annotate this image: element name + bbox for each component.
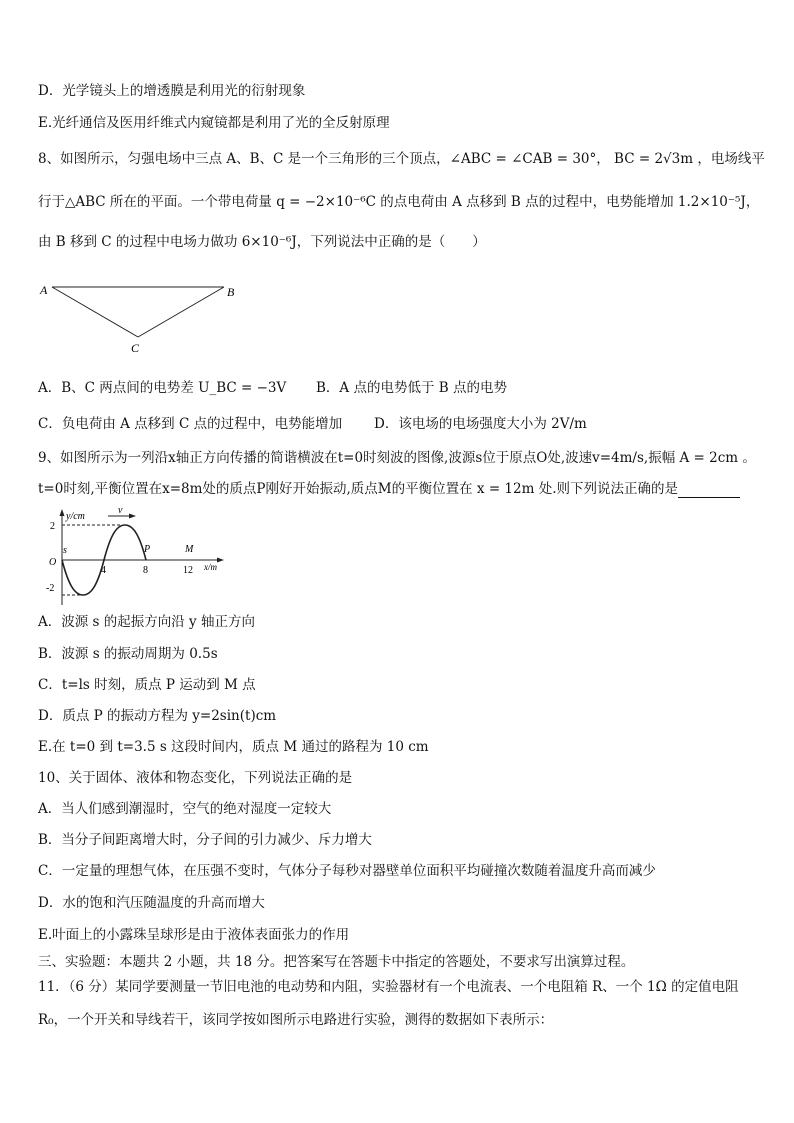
q7-option-e: E.光纤通信及医用纤维式内窥镜都是利用了光的全反射原理: [38, 115, 390, 131]
y-axis-label: y/cm: [66, 511, 85, 522]
triangle-figure: [36, 278, 246, 356]
x-tick-8: 8: [143, 565, 148, 576]
x-tick-12: 12: [183, 565, 193, 576]
q9-option-d: D．质点 P 的振动方程为 y=2sin(t)cm: [38, 708, 277, 724]
q9-stem-line1: 9、如图所示为一列沿x轴正方向传播的简谐横波在t=0时刻波的图像,波源s位于原点O处,波速v=4m/s,振幅 A = 2cm 。: [38, 450, 756, 466]
q10-option-d: D．水的饱和汽压随温度的升高而增大: [38, 895, 265, 911]
answer-blank: [678, 483, 740, 498]
q11-stem-line2: R₀，一个开关和导线若干，该同学按如图所示电路进行实验，测得的数据如下表所示：: [38, 1012, 554, 1028]
point-m-label: M: [185, 544, 194, 555]
q10-stem: 10、关于固体、液体和物态变化，下列说法正确的是: [38, 770, 353, 786]
vertex-b-label: B: [227, 285, 235, 299]
q9-stem-line2: [38, 480, 740, 498]
x-tick-4: 4: [101, 565, 106, 576]
vertex-c-label: C: [131, 341, 140, 355]
q9-stem-line2-text: t=0时刻,平衡位置在x=8m处的质点P刚好开始振动,质点M的平衡位置在 x = 12m 处.则下列说法正确的是: [38, 481, 678, 497]
origin-o-label: O: [49, 557, 57, 568]
x-axis-label: x/m: [204, 562, 217, 572]
q8-option-d: D．该电场的电场强度大小为 2V/m: [374, 416, 587, 432]
q8-option-b: B．A 点的电势低于 B 点的电势: [316, 380, 507, 396]
q10-option-a: A．当人们感到潮湿时，空气的绝对湿度一定较大: [38, 801, 332, 817]
point-p-label: P: [144, 544, 151, 555]
q8-option-a: A．B、C 两点间的电势差 U_BC = −3V: [38, 380, 287, 396]
vertex-a-label: A: [40, 283, 48, 297]
q11-stem-line1: 11．（6 分）某同学要测量一节旧电池的电动势和内阻，实验器材有一个电流表、一个电阻箱 R、一个 1Ω 的定值电阻: [38, 979, 739, 995]
y-tick-neg2: -2: [46, 583, 55, 594]
q9-option-c: C．t=ls 时刻，质点 P 运动到 M 点: [38, 677, 256, 693]
y-tick-2: 2: [50, 521, 55, 532]
source-s-label: s: [63, 545, 67, 556]
q10-option-c: C．一定量的理想气体，在压强不变时，气体分子每秒对器壁单位面积平均碰撞次数随着温度升高而减少: [38, 863, 656, 879]
q8-stem-line1: 8、如图所示，匀强电场中三点 A、B、C 是一个三角形的三个顶点，∠ABC = ∠CAB = 30°， BC = 2√3m ，电场线平: [38, 151, 765, 167]
q8-stem-line2: 行于△ABC 所在的平面。一个带电荷量 q = −2×10⁻⁶C 的点电荷由 A 点移到 B 点的过程中，电势能增加 1.2×10⁻⁵J，: [38, 194, 760, 210]
q7-option-d: D．光学镜头上的增透膜是利用光的衍射现象: [38, 83, 306, 99]
q10-option-b: B．当分子间距离增大时，分子间的引力减少、斥力增大: [38, 832, 372, 848]
q9-option-b: B．波源 s 的振动周期为 0.5s: [38, 646, 218, 662]
wave-figure: [40, 505, 230, 607]
q10-option-e: E.叶面上的小露珠呈球形是由于液体表面张力的作用: [38, 927, 350, 943]
q8-stem-line3: 由 B 移到 C 的过程中电场力做功 6×10⁻⁶J，下列说法中正确的是（ ）: [38, 234, 486, 250]
section-3-heading: 三、实验题：本题共 2 小题，共 18 分。把答案写在答题卡中指定的答题处，不要求写出演算过程。: [38, 954, 635, 970]
q9-option-a: A．波源 s 的起振方向沿 y 轴正方向: [38, 614, 255, 630]
q9-option-e: E.在 t=0 到 t=3.5 s 这段时间内，质点 M 通过的路程为 10 cm: [38, 739, 429, 755]
velocity-v-label: v: [118, 505, 123, 516]
q8-option-c: C．负电荷由 A 点移到 C 点的过程中，电势能增加: [38, 416, 343, 432]
